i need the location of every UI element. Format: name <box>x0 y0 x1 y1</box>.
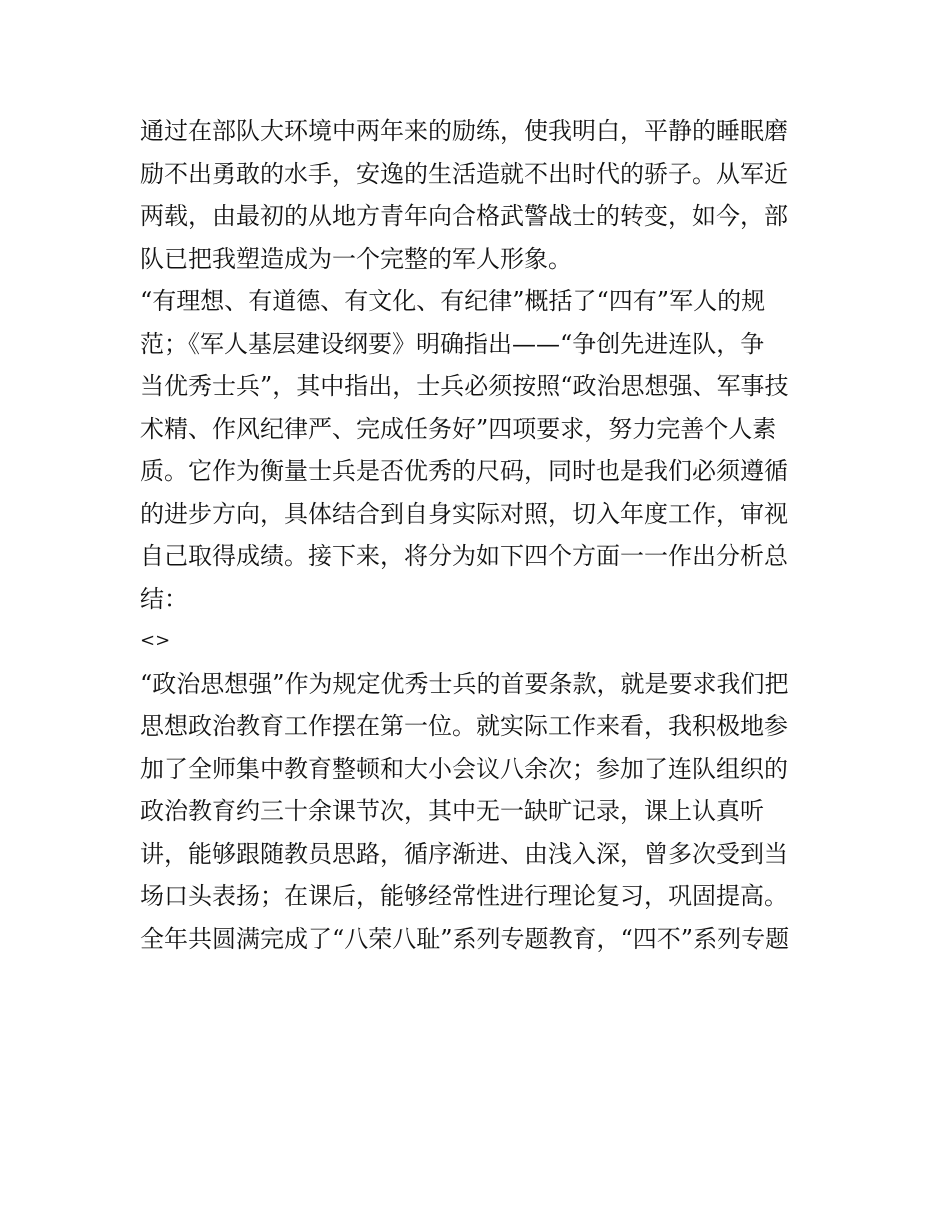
text-line: 质。它作为衡量士兵是否优秀的尺码，同时也是我们必须遵循 <box>140 457 788 485</box>
text-line: 场口头表扬；在课后，能够经常性进行理论复习，巩固提高。 <box>140 882 788 910</box>
document-body <box>140 110 820 960</box>
text-line: 思想政治教育工作摆在第一位。就实际工作来看，我积极地参 <box>140 712 788 740</box>
text-line: 励不出勇敢的水手，安逸的生活造就不出时代的骄子。从军近 <box>140 159 788 188</box>
text-line: 全年共圆满完成了“八荣八耻”系列专题教育，“四不”系列专题 <box>140 924 790 953</box>
text-line: 结： <box>140 584 188 613</box>
text-line: 队已把我塑造成为一个完整的军人形象。 <box>140 244 572 273</box>
text-line: 自己取得成绩。接下来，将分为如下四个方面一一作出分析总 <box>140 542 788 570</box>
text-line: 术精、作风纪律严、完成任务好”四项要求，努力完善个人素 <box>140 414 777 443</box>
text-line: 通过在部队大环境中两年来的励练，使我明白，平静的睡眠磨 <box>140 117 788 145</box>
text-line: 当优秀士兵”，其中指出，士兵必须按照“政治思想强、军事技 <box>140 372 789 400</box>
text-line: 的进步方向，具体结合到自身实际对照，切入年度工作，审视 <box>140 499 788 528</box>
text-line: 加了全师集中教育整顿和大小会议八余次；参加了连队组织的 <box>140 754 788 783</box>
text-line: 讲，能够跟随教员思路，循序渐进、由浅入深，曾多次受到当 <box>140 839 788 868</box>
text-line: 范；《军人基层建设纲要》明确指出——“争创先进连队，争 <box>140 329 765 358</box>
text-line: “政治思想强”作为规定优秀士兵的首要条款，就是要求我们把 <box>140 669 789 698</box>
text-line: 政治教育约三十余课节次，其中无一缺旷记录，课上认真听 <box>140 797 764 825</box>
section-marker: <> <box>140 630 171 651</box>
text-line: 两载，由最初的从地方青年向合格武警战士的转变，如今，部 <box>140 202 788 230</box>
text-line: “有理想、有道德、有文化、有纪律”概括了“四有”军人的规 <box>140 287 766 315</box>
